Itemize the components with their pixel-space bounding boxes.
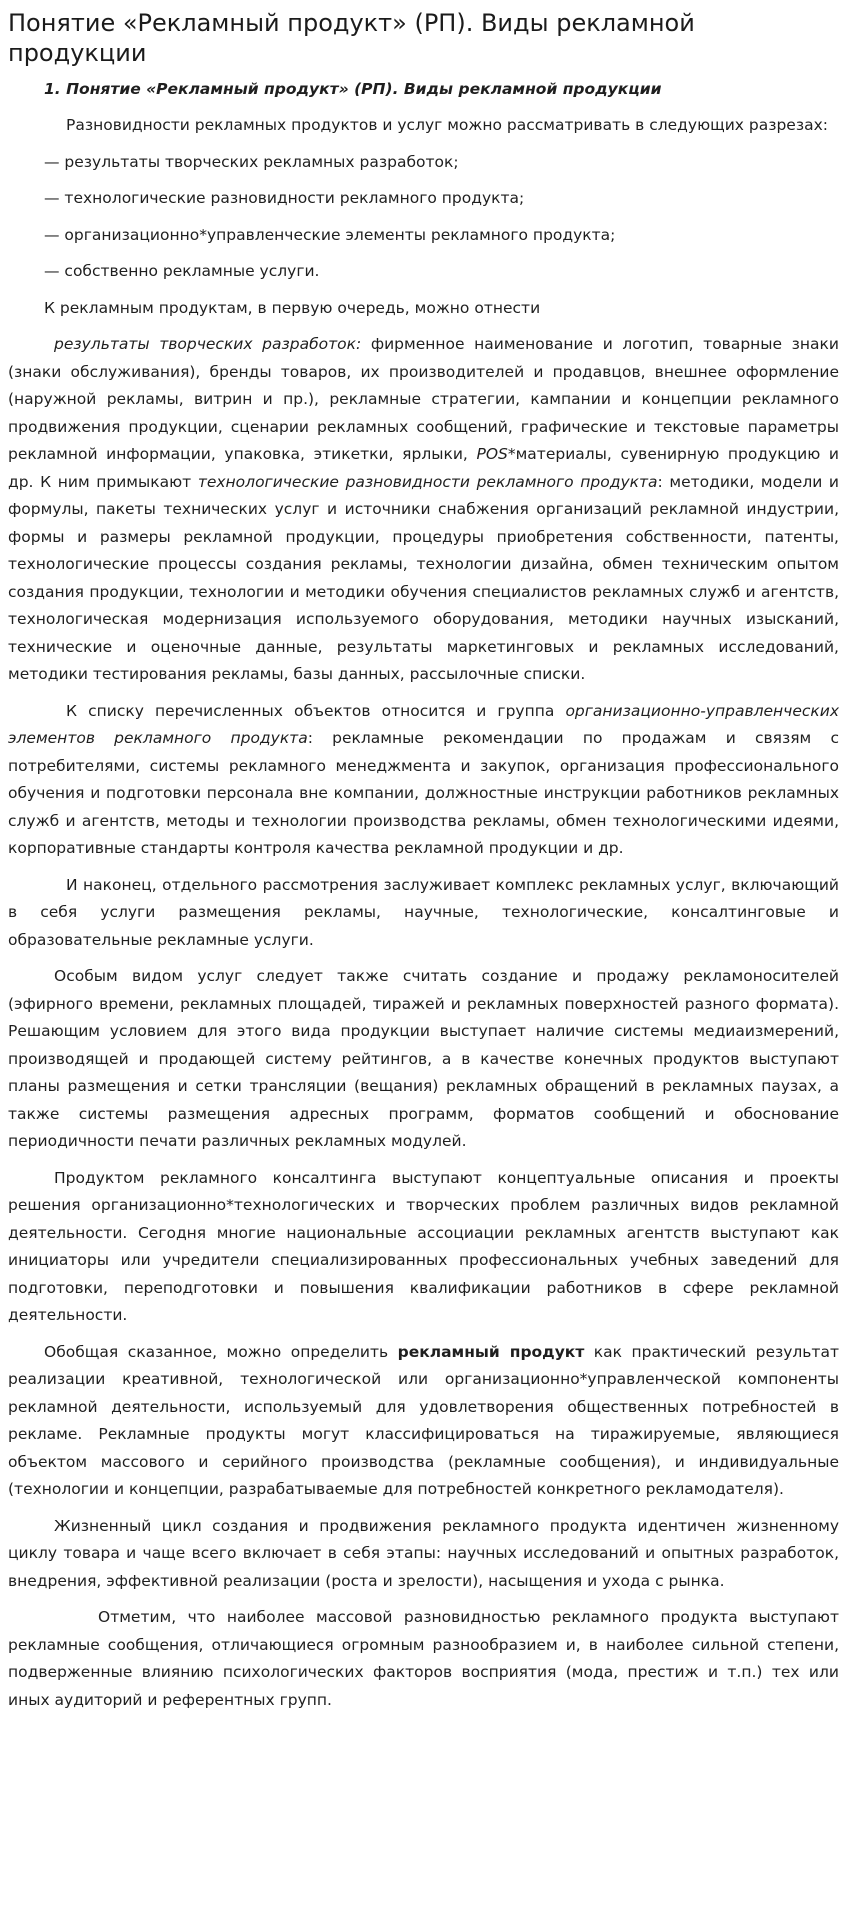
paragraph-lifecycle: Жизненный цикл создания и продвижения рекламного продукта идентичен жизненному циклу товара и чаще всего включает в себя этапы: научных исследований и опытных разработок, внедрения, эффективной реализации (роста и зрелости), насыщения и ухода с рынка. [8,1516,839,1590]
term-organizational-elements: организационно-управленческих элементов рекламного продукта [8,701,839,747]
paragraph-text: Обобщая сказанное, можно определить [44,1342,398,1361]
paragraph-text: как практический результат реализации креативной, технологической или организационно*управленческой компоненты рекламной деятельности, используемый для удовлетворения общественных потребностей в рекламе. Рекламные продукты могут классифицироваться на тиражируемые, являющиеся объектом массового и серийного производства (рекламные сообщения), и индивидуальные (технологии и концепции, разрабатываемые для потребностей конкретного рекламодателя). [8,1342,839,1498]
paragraph-messages: Отметим, что наиболее массовой разновидностью рекламного продукта выступают рекламные сообщения, отличающиеся огромным разнообразием и, в наиболее сильной степени, подверженные влиянию психологических факторов восприятия (мода, престиж и т.п.) тех или иных аудиторий и референтных групп. [8,1608,839,1709]
paragraph-text: фирменное наименование и логотип, товарные знаки (знаки обслуживания), бренды товаров, их производителей и продавцов, внешнее оформление (наружной рекламы, витрин и пр.), рекламные стратегии, кампании и концепции рекламного продвижения продукции, сценарии рекламных сообщений, графические и текстовые параметры рекламной информации, упаковка, этикетки, ярлыки, [8,335,839,463]
lead-paragraph: К рекламным продуктам, в первую очередь, можно отнести [44,298,541,317]
paragraph-text: *материалы, сувенирную продукцию и др. К ним примыкают [8,445,839,491]
paragraph-text: : рекламные рекомендации по продажам и связям с потребителями, системы рекламного менеджмента и закупок, организация профессионального обучения и подготовки персонала вне компании, должностные инструкции работников рекламных служб и агентств, методы и технологии производства рекламы, обмен технологическими идеями, корпоративные стандарты контроля качества рекламной продукции и др. [8,729,839,857]
intro-paragraph: Разновидности рекламных продуктов и услуг можно рассматривать в следующих разрезах: [66,116,828,134]
document-body [8,112,839,1714]
paragraph-organizational [8,698,839,863]
section-heading: 1. Понятие «Рекламный продукт» (РП). Виды рекламной продукции [44,80,662,98]
page-title: Понятие «Рекламный продукт» (РП). Виды рекламной продукции [8,9,695,67]
list-item: — результаты творческих рекламных разработок; [44,152,459,171]
list-item: — собственно рекламные услуги. [44,262,320,280]
paragraph-consulting: Продуктом рекламного консалтинга выступают концептуальные описания и проекты решения организационно*технологических и творческих проблем различных видов рекламной деятельности. Сегодня многие национальные ассоциации рекламных агентств выступают как инициаторы или учредители специализированных профессиональных учебных заведений для подготовки, переподготовки и повышения квалификации работников в сфере рекламной деятельности. [8,1168,839,1324]
list-item: — технологические разновидности рекламного продукта; [44,189,525,207]
paragraph-creative-results [8,331,839,689]
list-item: — организационно*управленческие элементы рекламного продукта; [44,225,616,244]
term-advertising-product: рекламный продукт [397,1342,585,1361]
paragraph-text: К списку перечисленных объектов относится и группа [66,701,566,720]
paragraph-definition [8,1339,839,1504]
term-pos: POS [476,445,508,463]
term-creative-results: результаты творческих разработок: [54,335,362,353]
paragraph-media-carriers: Особым видом услуг следует также считать создание и продажу рекламоносителей (эфирного времени, рекламных площадей, тиражей и рекламных поверхностей разного формата). Решающим условием для этого вида продукции выступает наличие системы медиаизмерений, производящей и продающей систему рейтингов, а в качестве конечных продуктов выступают планы размещения и сетки трансляции (вещания) рекламных обращений в рекламных паузах, а также системы размещения адресных программ, форматов сообщений и обоснование периодичности печати различных рекламных модулей. [8,967,839,1150]
term-technological-varieties: технологические разновидности рекламного продукта [197,472,658,491]
paragraph-services: И наконец, отдельного рассмотрения заслуживает комплекс рекламных услуг, включающий в себя услуги размещения рекламы, научные, технологические, консалтинговые и образовательные рекламные услуги. [8,875,839,949]
paragraph-text: : методики, модели и формулы, пакеты технических услуг и источники снабжения организаций рекламной индустрии, формы и размеры рекламной продукции, процедуры приобретения собственности, патенты, технологические процессы создания рекламы, технологии дизайна, обмен техническим опытом создания продукции, технологии и методики обучения специалистов рекламных служб и агентств, технологическая модернизация используемого оборудования, методики научных изысканий, технические и оценочные данные, результаты маркетинговых и рекламных исследований, методики тестирования рекламы, базы данных, рассылочные списки. [8,472,840,683]
